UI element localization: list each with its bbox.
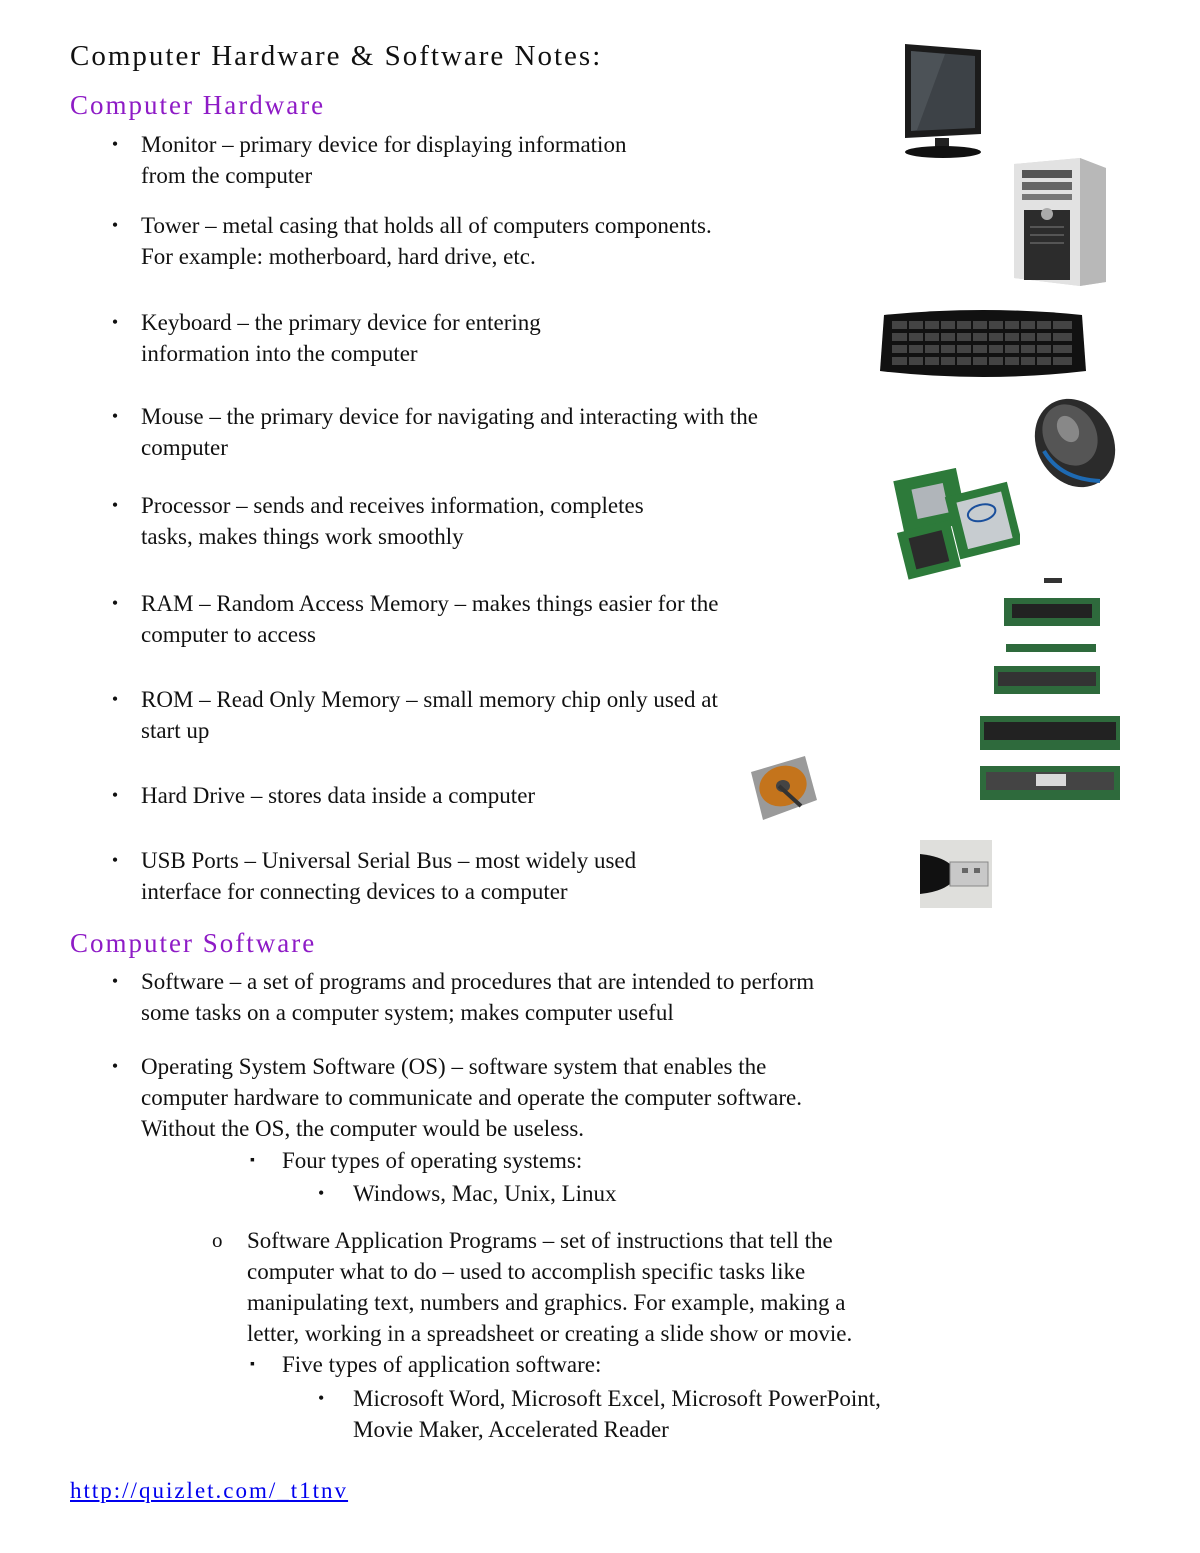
processor-icon — [890, 468, 1020, 580]
item-text: Tower – metal casing that holds all of computers components. — [141, 213, 712, 238]
item-text: interface for connecting devices to a computer — [141, 879, 568, 904]
bullet-icon: • — [318, 1183, 325, 1203]
bullet-icon: • — [111, 689, 119, 709]
bullet-icon: • — [111, 134, 119, 154]
hard-drive-icon — [745, 752, 820, 824]
square-bullet-icon: ▪ — [250, 1153, 255, 1168]
bullet-icon: • — [111, 971, 119, 991]
item-text: tasks, makes things work smoothly — [141, 524, 464, 549]
list-item-operating-system — [108, 1051, 802, 1144]
bullet-icon: • — [111, 406, 119, 426]
list-item-app-programs — [212, 1225, 852, 1349]
bullet-icon: • — [111, 1056, 119, 1076]
item-text: information into the computer — [141, 341, 418, 366]
item-text: start up — [141, 718, 210, 743]
item-text: Windows, Mac, Unix, Linux — [353, 1181, 617, 1206]
circle-bullet-icon: o — [212, 1228, 223, 1252]
item-text: Hard Drive – stores data inside a computer — [141, 783, 536, 808]
hardware-heading: Computer Hardware — [70, 90, 326, 120]
item-text: letter, working in a spreadsheet or creating a slide show or movie. — [247, 1321, 853, 1346]
item-text: Keyboard – the primary device for entering — [141, 310, 541, 335]
mouse-icon — [1030, 395, 1125, 493]
list-item-rom — [108, 684, 718, 746]
item-text: Mouse – the primary device for navigating and interacting with the — [141, 404, 758, 429]
page-title: Computer Hardware & Software Notes: — [70, 40, 603, 72]
list-item-app-types — [250, 1349, 601, 1380]
quizlet-link[interactable]: http://quizlet.com/_t1tnv — [70, 1478, 349, 1503]
item-text: computer what to do – used to accomplish specific tasks like — [247, 1259, 806, 1284]
item-text: Monitor – primary device for displaying information — [141, 132, 627, 157]
bullet-icon: • — [111, 495, 119, 515]
monitor-icon — [895, 42, 987, 160]
list-item-monitor — [108, 129, 626, 191]
item-text: Five types of application software: — [282, 1352, 602, 1377]
bullet-icon: • — [111, 785, 119, 805]
item-text: some tasks on a computer system; makes computer useful — [141, 1000, 674, 1025]
list-item-software — [108, 966, 814, 1028]
item-text: Without the OS, the computer would be useless. — [141, 1116, 585, 1141]
software-heading: Computer Software — [70, 928, 317, 958]
list-item-hard-drive — [108, 780, 535, 811]
bullet-icon: • — [111, 215, 119, 235]
bullet-icon: • — [111, 593, 119, 613]
ram-icon — [976, 576, 1121, 802]
item-text: RAM – Random Access Memory – makes things easier for the — [141, 591, 719, 616]
item-text: manipulating text, numbers and graphics. For example, making a — [247, 1290, 846, 1315]
bullet-icon: • — [111, 850, 119, 870]
list-item-usb-ports — [108, 845, 636, 907]
item-text: Operating System Software (OS) – software system that enables the — [141, 1054, 767, 1079]
keyboard-icon — [878, 305, 1088, 381]
list-item-keyboard — [108, 307, 541, 369]
item-text: For example: motherboard, hard drive, etc. — [141, 244, 536, 269]
item-text: Four types of operating systems: — [282, 1148, 583, 1173]
item-text: USB Ports – Universal Serial Bus – most widely used — [141, 848, 637, 873]
bullet-icon: • — [111, 312, 119, 332]
item-text: computer — [141, 435, 228, 460]
usb-plug-icon — [920, 840, 992, 908]
tower-icon — [1010, 154, 1108, 288]
item-text: Software Application Programs – set of instructions that tell the — [247, 1228, 833, 1253]
list-item-ram — [108, 588, 718, 650]
item-text: computer hardware to communicate and operate the computer software. — [141, 1085, 802, 1110]
square-bullet-icon: ▪ — [250, 1357, 255, 1372]
item-text: Movie Maker, Accelerated Reader — [353, 1417, 669, 1442]
list-item-os-names — [318, 1178, 617, 1209]
item-text: from the computer — [141, 163, 313, 188]
item-text: computer to access — [141, 622, 316, 647]
bullet-icon: • — [318, 1388, 325, 1408]
list-item-tower — [108, 210, 712, 272]
item-text: Software – a set of programs and procedures that are intended to perform — [141, 969, 815, 994]
list-item-os-types — [250, 1145, 582, 1176]
list-item-mouse — [108, 401, 758, 463]
list-item-app-names — [318, 1383, 881, 1445]
list-item-processor — [108, 490, 644, 552]
item-text: ROM – Read Only Memory – small memory chip only used at — [141, 687, 718, 712]
item-text: Processor – sends and receives information, completes — [141, 493, 644, 518]
item-text: Microsoft Word, Microsoft Excel, Microsoft PowerPoint, — [353, 1386, 881, 1411]
